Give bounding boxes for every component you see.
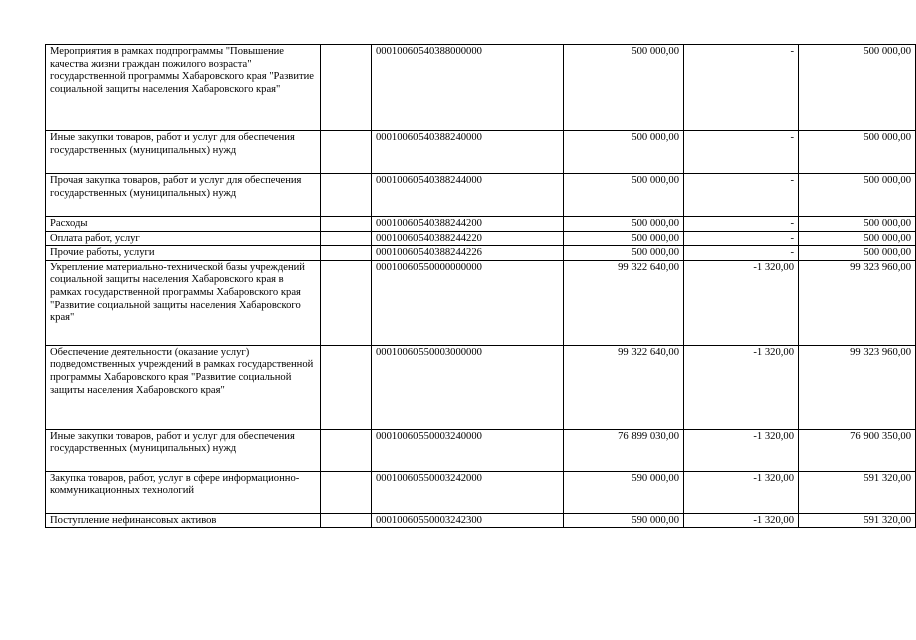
result-amount-cell: 591 320,00 (799, 471, 916, 513)
row-name-cell: Мероприятия в рамках подпрограммы "Повышение качества жизни граждан пожилого возраста" государственной программы Хабаровского края "Развитие социальной защиты населения Хабаровского края" (46, 45, 321, 131)
change-amount-cell: -1 320,00 (684, 260, 799, 345)
table-row (46, 217, 916, 232)
change-amount-cell: - (684, 246, 799, 261)
row-code-cell: 00010060540388244226 (372, 246, 564, 261)
row-name-cell: Прочая закупка товаров, работ и услуг для обеспечения государственных (муниципальных) нужд (46, 174, 321, 217)
change-amount-cell: - (684, 131, 799, 174)
blank-cell (321, 429, 372, 471)
row-code-cell: 00010060540388244000 (372, 174, 564, 217)
row-code-cell: 00010060540388244220 (372, 231, 564, 246)
table-row (46, 174, 916, 217)
result-amount-cell: 500 000,00 (799, 246, 916, 261)
result-amount-cell: 99 323 960,00 (799, 260, 916, 345)
table-row (46, 45, 916, 131)
row-code-cell: 00010060540388000000 (372, 45, 564, 131)
blank-cell (321, 345, 372, 429)
blank-cell (321, 471, 372, 513)
blank-cell (321, 131, 372, 174)
result-amount-cell: 500 000,00 (799, 231, 916, 246)
blank-cell (321, 45, 372, 131)
row-name-cell: Прочие работы, услуги (46, 246, 321, 261)
change-amount-cell: -1 320,00 (684, 429, 799, 471)
row-code-cell: 00010060550003242000 (372, 471, 564, 513)
approved-amount-cell: 500 000,00 (564, 45, 684, 131)
row-name-cell: Оплата работ, услуг (46, 231, 321, 246)
row-code-cell: 00010060550003242300 (372, 513, 564, 528)
row-code-cell: 00010060550000000000 (372, 260, 564, 345)
approved-amount-cell: 99 322 640,00 (564, 260, 684, 345)
approved-amount-cell: 500 000,00 (564, 131, 684, 174)
approved-amount-cell: 500 000,00 (564, 231, 684, 246)
approved-amount-cell: 590 000,00 (564, 513, 684, 528)
approved-amount-cell: 590 000,00 (564, 471, 684, 513)
table-row (46, 345, 916, 429)
approved-amount-cell: 500 000,00 (564, 174, 684, 217)
blank-cell (321, 217, 372, 232)
result-amount-cell: 591 320,00 (799, 513, 916, 528)
blank-cell (321, 231, 372, 246)
change-amount-cell: -1 320,00 (684, 471, 799, 513)
approved-amount-cell: 99 322 640,00 (564, 345, 684, 429)
table-row (46, 246, 916, 261)
row-name-cell: Иные закупки товаров, работ и услуг для обеспечения государственных (муниципальных) нужд (46, 131, 321, 174)
table-row (46, 429, 916, 471)
budget-document-page (45, 44, 911, 528)
blank-cell (321, 246, 372, 261)
table-row (46, 231, 916, 246)
approved-amount-cell: 500 000,00 (564, 217, 684, 232)
row-code-cell: 00010060540388244200 (372, 217, 564, 232)
result-amount-cell: 500 000,00 (799, 217, 916, 232)
blank-cell (321, 260, 372, 345)
row-name-cell: Поступление нефинансовых активов (46, 513, 321, 528)
row-code-cell: 00010060540388240000 (372, 131, 564, 174)
change-amount-cell: -1 320,00 (684, 513, 799, 528)
table-row (46, 513, 916, 528)
approved-amount-cell: 76 899 030,00 (564, 429, 684, 471)
blank-cell (321, 513, 372, 528)
table-row (46, 260, 916, 345)
table-row (46, 471, 916, 513)
blank-cell (321, 174, 372, 217)
approved-amount-cell: 500 000,00 (564, 246, 684, 261)
result-amount-cell: 500 000,00 (799, 45, 916, 131)
change-amount-cell: -1 320,00 (684, 345, 799, 429)
row-code-cell: 00010060550003000000 (372, 345, 564, 429)
row-code-cell: 00010060550003240000 (372, 429, 564, 471)
change-amount-cell: - (684, 231, 799, 246)
change-amount-cell: - (684, 174, 799, 217)
row-name-cell: Расходы (46, 217, 321, 232)
budget-table (45, 44, 916, 528)
result-amount-cell: 500 000,00 (799, 174, 916, 217)
row-name-cell: Иные закупки товаров, работ и услуг для обеспечения государственных (муниципальных) нужд (46, 429, 321, 471)
result-amount-cell: 99 323 960,00 (799, 345, 916, 429)
row-name-cell: Укрепление материально-технической базы учреждений социальной защиты населения Хабаровского края в рамках государственной программы Хабаровского края "Развитие социальной защиты населения Хабаровского края" (46, 260, 321, 345)
result-amount-cell: 500 000,00 (799, 131, 916, 174)
row-name-cell: Обеспечение деятельности (оказание услуг) подведомственных учреждений в рамках государственной программы Хабаровского края "Развитие социальной защиты населения Хабаровского края" (46, 345, 321, 429)
result-amount-cell: 76 900 350,00 (799, 429, 916, 471)
table-row (46, 131, 916, 174)
row-name-cell: Закупка товаров, работ, услуг в сфере информационно-коммуникационных технологий (46, 471, 321, 513)
change-amount-cell: - (684, 217, 799, 232)
change-amount-cell: - (684, 45, 799, 131)
